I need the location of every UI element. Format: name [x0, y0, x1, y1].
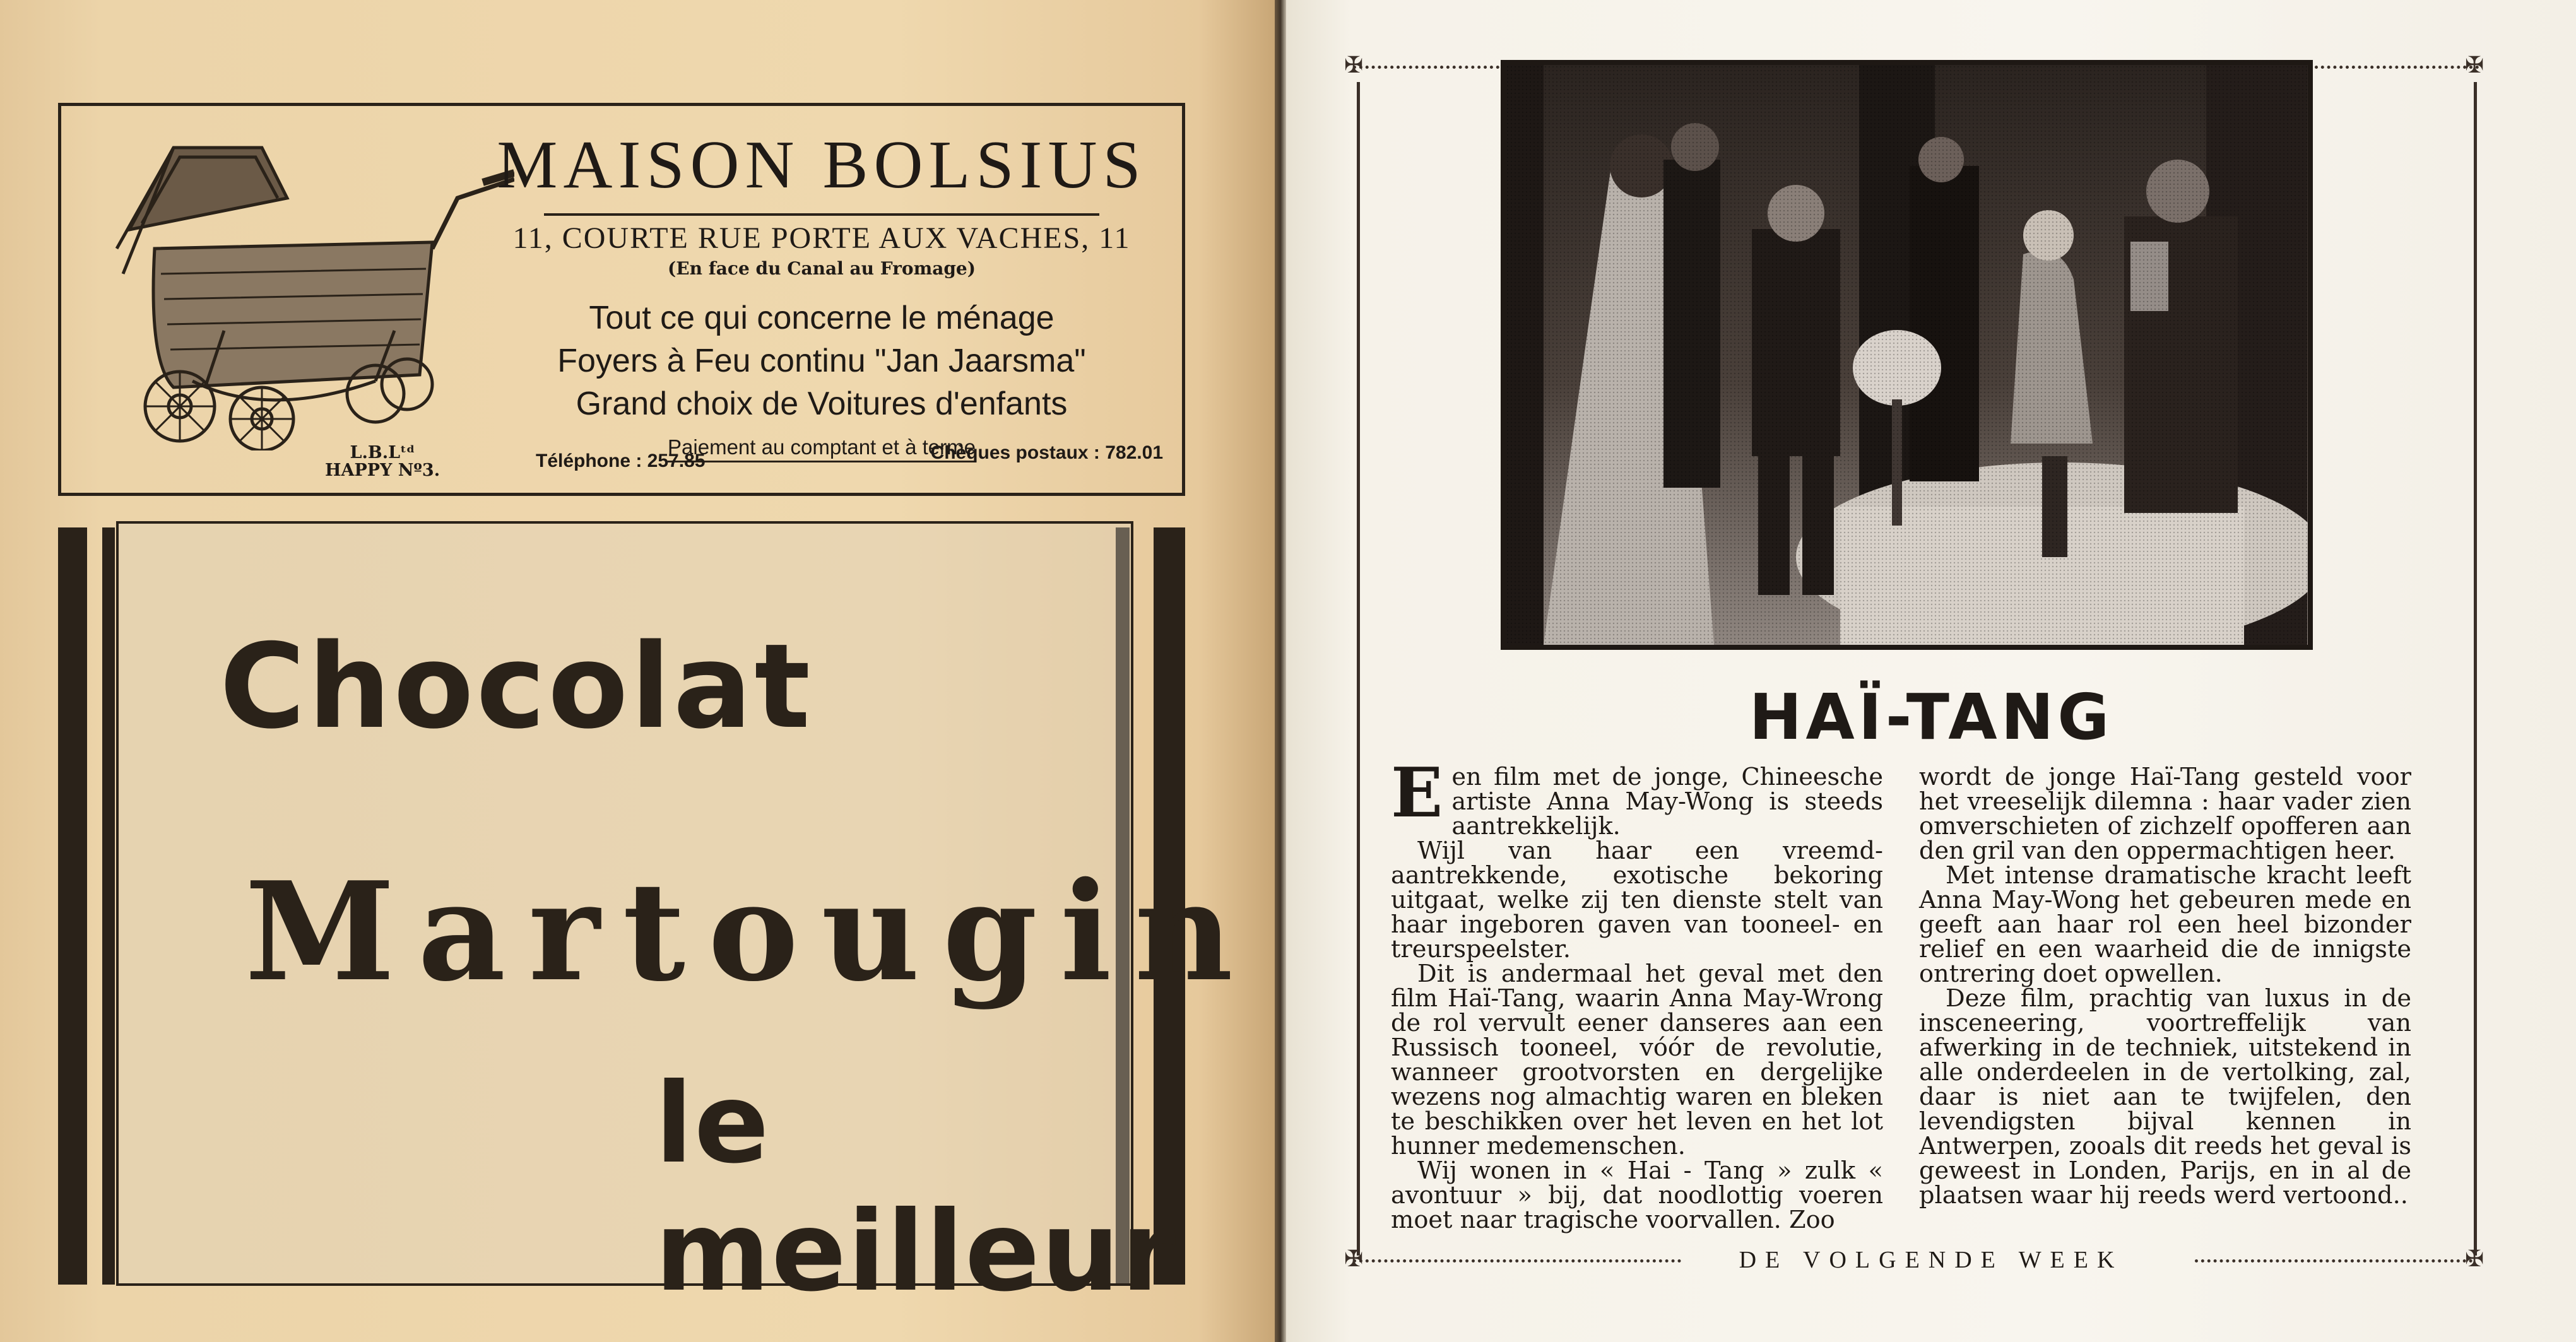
- article-paragraph: Deze film, prachtig van luxus in de insceneering, voortreffelijk van afwerking in de techniek, uitstekend in alle onderdeelen in de vertolking, zal, daar is niet aan te twijfelen, den levendigsten bijval kennen in Antwerpen, zooals dit reeds het geval is geweest in Londen, Parijs, en in al de plaatsen waar hij reeds werd vertoond..: [1919, 984, 2411, 1210]
- ornament-corner-icon: ✠: [2465, 1246, 2484, 1272]
- ornament-corner-icon: ✠: [1344, 52, 1364, 78]
- bolsius-rule: [544, 213, 1099, 216]
- article-paragraph: Dit is andermaal het geval met den film Haï-Tang, waarin Anna May-Wrong de rol vervult eener danseres aan een Russisch tooneel, vóór de revolutie, wanneer grootvorsten en dergelijke wezens nog almachtig waren en bleken te beschikken over het leven en het lot hunner medemenschen.: [1391, 960, 1883, 1160]
- ornament-right-rule: [2474, 82, 2477, 1256]
- article-title: HAÏ-TANG: [1749, 680, 2113, 754]
- bolsius-name: MAISON BOLSIUS: [497, 127, 1147, 203]
- book-spine: [1275, 0, 1286, 1342]
- chocolat-ad-box: [116, 521, 1256, 1316]
- bolsius-subaddress: (En face du Canal au Fromage): [668, 258, 976, 279]
- pram-maker-mark: [325, 444, 440, 480]
- ornament-top-right: [2315, 66, 2479, 69]
- bolsius-text-block: [465, 106, 1178, 462]
- pram-maker-line1: L.B.Lᵗᵈ: [350, 443, 415, 462]
- bolsius-telephone: Téléphone : 257.85: [536, 450, 706, 471]
- bolsius-address: 11, COURTE RUE PORTE AUX VACHES, 11: [512, 221, 1131, 255]
- chocolat-word: Chocolat: [220, 618, 813, 755]
- bolsius-line: Foyers à Feu continu "Jan Jaarsma": [557, 343, 1086, 379]
- footer-next-week: DE VOLGENDE WEEK: [1739, 1247, 2124, 1273]
- article-paragraph-text: en film met de jonge, Chineesche artiste Anna May-Wong is steeds aantrekkelijk.: [1451, 763, 1883, 840]
- bolsius-cheques: Chèques postaux : 782.01: [930, 442, 1163, 463]
- ornament-left-rule: [1357, 82, 1360, 1256]
- article-column-right: [1919, 765, 2411, 1208]
- ornament-corner-icon: ✠: [1344, 1246, 1364, 1272]
- chocolat-slogan: le meilleur: [655, 1060, 1177, 1316]
- drop-cap: E: [1391, 753, 1443, 833]
- film-still-photo: [1501, 60, 2313, 650]
- article-column-left: [1391, 753, 1883, 1234]
- ornament-top-left: [1353, 66, 1499, 69]
- chocolat-martougin-ad: [58, 509, 1256, 1316]
- pram-maker-line2: HAPPY Nº3.: [325, 461, 440, 481]
- bolsius-offer-lines: [465, 297, 1178, 425]
- right-page: [1286, 0, 2576, 1342]
- maison-bolsius-ad: [58, 103, 1185, 496]
- bolsius-payment: Paiement au comptant et à terme: [668, 435, 976, 462]
- ornament-corner-icon: ✠: [2465, 52, 2484, 78]
- article-paragraph: Met intense dramatische kracht leeft Anna May-Wong het gebeuren mede en geeft aan haar rol een heel bizonder relief en een waarheid die de innigste ontrering doet opwellen.: [1919, 861, 2411, 988]
- bolsius-line: Grand choix de Voitures d'enfants: [576, 386, 1068, 422]
- article-paragraph: [1391, 753, 1883, 840]
- martougin-brand: Martougin: [245, 852, 1256, 1011]
- article-paragraph: Wijl van haar een vreemd-aantrekkende, exotische bekoring uitgaat, welke zij ten dienste stelt van haar ingeboren gaven van tooneel- en treurspeelster.: [1391, 837, 1883, 963]
- left-page: [0, 0, 1275, 1342]
- article-paragraph: wordt de jonge Haï-Tang gesteld voor het vreeselijk dilemna : haar vader zien omverschieten of zichzelf opofferen aan den gril van den oppermachtigen heer.: [1919, 763, 2411, 865]
- baby-pram-illustration: [79, 122, 514, 450]
- article-paragraph: Wij wonen in « Hai - Tang » zulk « avontuur » bij, dat noodlottig voeren moet naar tragische voorvallen. Zoo: [1391, 1157, 1883, 1234]
- ad-left-bar-inner: [102, 527, 115, 1285]
- bolsius-line: Tout ce qui concerne le ménage: [589, 300, 1055, 336]
- ad-left-bar-outer: [58, 527, 87, 1285]
